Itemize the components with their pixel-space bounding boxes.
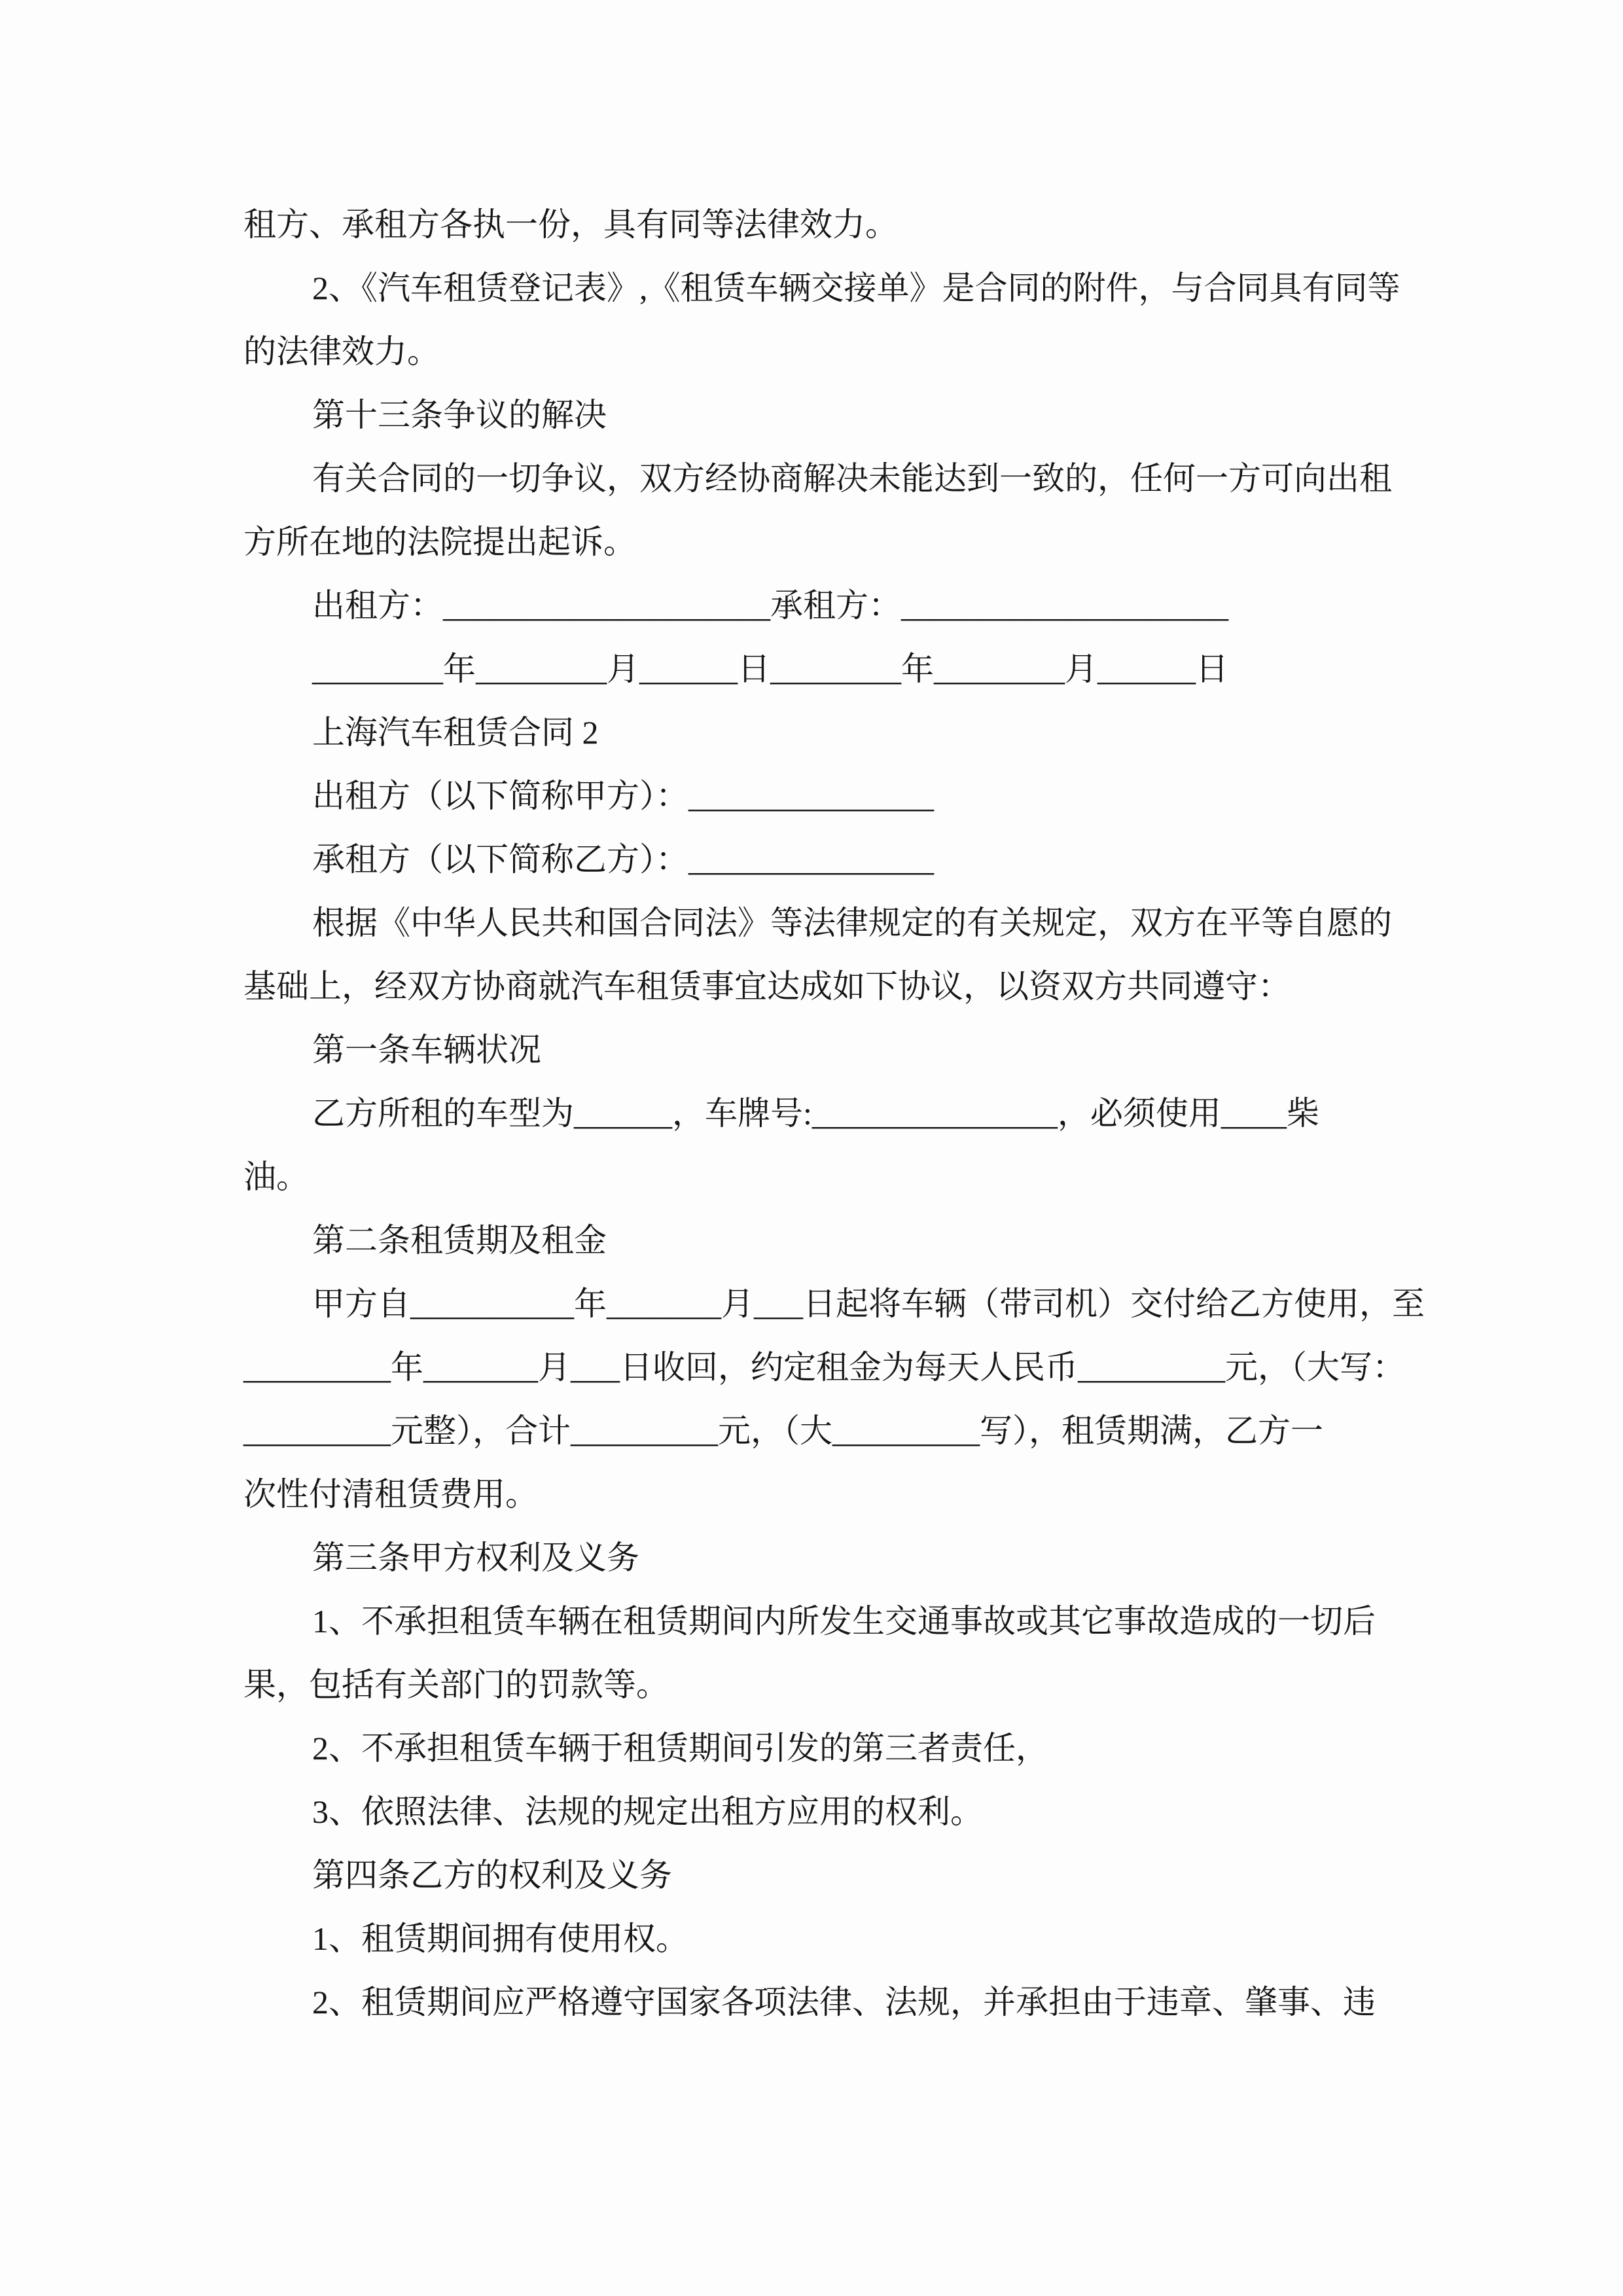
text-line: 1、不承担租赁车辆在租赁期间内所发生交通事故或其它事故造成的一切后	[312, 1603, 1376, 1640]
text-line: 2、不承担租赁车辆于租赁期间引发的第三者责任，	[312, 1730, 1048, 1767]
text-line: 出租方：____________________承租方：____________________	[312, 587, 1228, 624]
contract-text-block	[243, 193, 1425, 2034]
text-line: _________元整），合计_________元，（大_________写），租赁期满，乙方一	[243, 1412, 1323, 1449]
text-line: 甲方自__________年_______月___日起将车辆（带司机）交付给乙方使用，至	[312, 1285, 1425, 1322]
text-line: 上海汽车租赁合同 2	[312, 714, 599, 751]
text-line: 乙方所租的车型为______，车牌号:_______________，必须使用____柴	[312, 1095, 1319, 1132]
text-line: 第三条甲方权利及义务	[312, 1539, 639, 1576]
text-line: 次性付清租赁费用。	[243, 1476, 538, 1513]
text-line: 第一条车辆状况	[312, 1031, 541, 1068]
text-line: ________年________月______日________年________月______日	[312, 651, 1228, 687]
text-line: 出租方（以下简称甲方）：_______________	[312, 778, 934, 814]
text-line: 第四条乙方的权利及义务	[312, 1857, 672, 1893]
text-line: 基础上，经双方协商就汽车租赁事宜达成如下协议，以资双方共同遵守：	[243, 968, 1291, 1005]
text-line: 承租方（以下简称乙方）：_______________	[312, 841, 934, 878]
text-line: 第二条租赁期及租金	[312, 1222, 607, 1259]
text-line: 油。	[243, 1158, 309, 1195]
text-line: 根据《中华人民共和国合同法》等法律规定的有关规定，双方在平等自愿的	[312, 905, 1392, 941]
text-line: 1、租赁期间拥有使用权。	[312, 1920, 688, 1957]
text-line: 的法律效力。	[243, 333, 440, 370]
text-line: 3、依照法律、法规的规定出租方应用的权利。	[312, 1793, 983, 1830]
text-line: 有关合同的一切争议，双方经协商解决未能达到一致的，任何一方可向出租	[312, 460, 1392, 497]
text-line: 第十三条争议的解决	[312, 397, 607, 433]
text-line: 2、《汽车租赁登记表》,《租赁车辆交接单》是合同的附件，与合同具有同等	[312, 270, 1400, 306]
text-line: 果，包括有关部门的罚款等。	[243, 1666, 669, 1703]
text-line: 租方、承租方各执一份，具有同等法律效力。	[243, 206, 898, 243]
text-line: 方所在地的法院提出起诉。	[243, 524, 636, 560]
text-line: _________年_______月___日收回，约定租金为每天人民币_________元，（大写：	[243, 1349, 1405, 1386]
text-line: 2、租赁期间应严格遵守国家各项法律、法规，并承担由于违章、肇事、违	[312, 1984, 1376, 2020]
